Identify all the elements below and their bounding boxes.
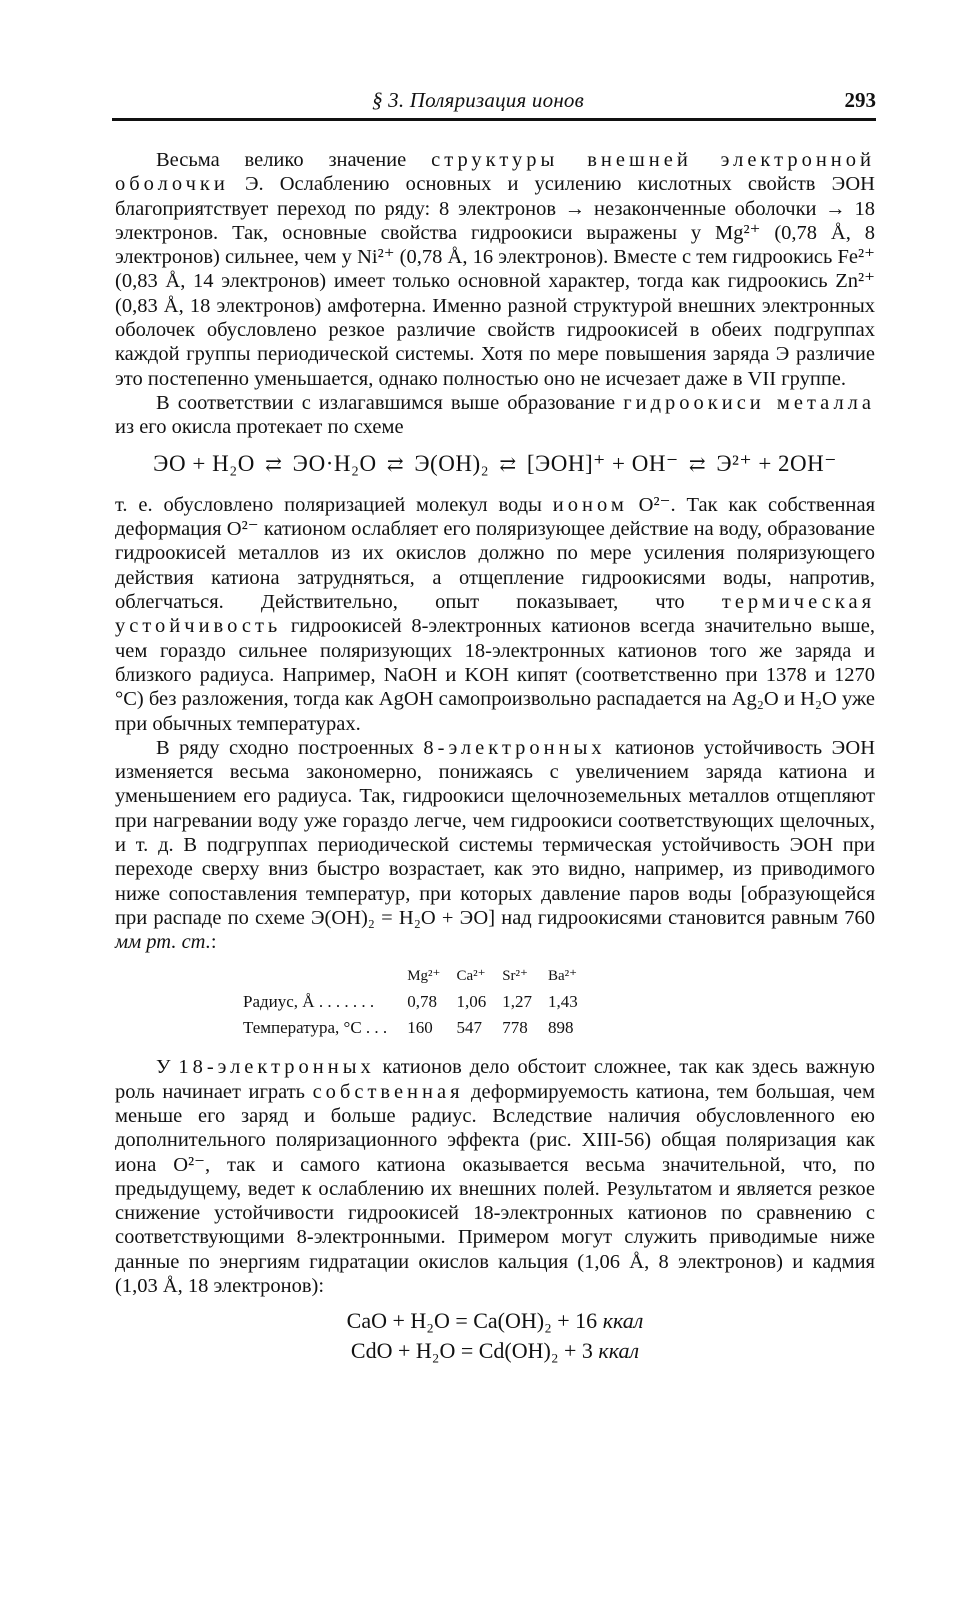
reaction-line: CaO + H₂O = Ca(OH)₂ + 16 ккал bbox=[346, 1308, 644, 1334]
equilibrium-arrow-icon: ⇄ bbox=[386, 453, 405, 476]
table-header-cell: Sr²⁺ bbox=[502, 967, 528, 984]
paragraph-5: У 18-электронных катионов дело обстоит сложнее, так как здесь важную роль начинает играть собственная деформируемость катиона, тем большая, чем меньше его заряд и больше радиус. Вследствие наличия обусловленного ею дополнительного поляризационного эффекта (рис. XIII-56) общая поляризация как иона O²⁻, так и самого катиона оказывается весьма значительной, что, по предыдущему, ведет к ослаблению их внешних полей. Результатом и является резкое снижение устойчивости гидроокисей 18-электронных катионов по сравнению с соответствующими 8-электронными. Примером могут служить приводимые ниже данные по энергиям гидратации окислов кальция (1,06 Å, 8 электронов) и кадмия (1,03 Å, 18 электронов): bbox=[115, 1056, 875, 1298]
page-header bbox=[112, 88, 876, 118]
hydrolysis-scheme: ЭО + H₂O ⇄ ЭО·H₂O ⇄ Э(OH)₂ ⇄ [ЭOH]⁺ + OH⁻ ⇄ Э²⁺ + 2OH⁻ bbox=[153, 450, 837, 476]
paragraph-4: В ряду сходно построенных 8-электронных катионов устойчивость ЭОН изменяется весьма закономерно, понижаясь с увеличением заряда катиона и уменьшением его радиуса. Так, гидроокиси щелочноземельных металлов отщепляют при нагревании воду уже гораздо легче, чем гидроокиси соответствующих щелочных, и т. д. В подгруппах периодической системы термическая устойчивость ЭОН при переходе сверху вниз быстро возрастает, как это видно, например, из приводимого ниже сопоставления температур, при которых давление паров воды [образующейся при распаде по схеме Э(OH)₂ = H₂O + ЭО] над гидроокисями становится равным 760 мм рт. ст.: bbox=[115, 736, 875, 954]
energy-unit: ккал bbox=[598, 1338, 640, 1364]
row-label: Радиус, Å . . . . . . . bbox=[243, 991, 375, 1011]
spaced-emphasis: 18-электронных bbox=[178, 1056, 375, 1079]
table-header-cell: Ca²⁺ bbox=[456, 967, 486, 984]
paragraph-1: Весьма велико значение структуры внешней электронной оболочки Э. Ослаблению основных и усилению кислотных свойств ЭОН благоприятствует переход по ряду: 8 электронов → незаконченные оболочки → 18 электронов. Так, основные свойства гидроокиси выражены у Mg²⁺ (0,78 Å, 8 электронов) сильнее, чем у Ni²⁺ (0,78 Å, 16 электронов). Вместе с тем гидроокись Fe²⁺ (0,83 Å, 14 электронов) имеет только основной характер, тогда как гидроокись Zn²⁺ (0,83 Å, 18 электронов) амфотерна. Именно разной структурой внешних электронных оболочек обусловлено резкое различие свойств гидроокисей в обеих подгруппах каждой группы периодической системы. Хотя по мере повышения заряда Э различие это постепенно уменьшается, однако полностью оно не исчезает даже в VII группе. bbox=[115, 149, 875, 390]
equilibrium-arrow-icon: ⇄ bbox=[688, 453, 707, 476]
running-title: § 3. Поляризация ионов bbox=[372, 88, 584, 112]
spaced-emphasis: термическая устойчивость bbox=[115, 591, 875, 638]
reaction-line: CdO + H₂O = Cd(OH)₂ + 3 ккал bbox=[350, 1338, 640, 1364]
table-cell: 1,06 bbox=[456, 991, 487, 1011]
energy-unit: ккал bbox=[602, 1308, 644, 1334]
table-header-cell: Mg²⁺ bbox=[407, 967, 441, 984]
table-cell: 778 bbox=[502, 1018, 528, 1038]
page-number: 293 bbox=[844, 88, 876, 112]
header-rule bbox=[112, 118, 876, 121]
spaced-emphasis: ионом bbox=[552, 493, 628, 516]
table-cell: 1,27 bbox=[502, 991, 532, 1011]
equilibrium-arrow-icon: ⇄ bbox=[499, 453, 517, 476]
body-text bbox=[115, 148, 875, 1366]
table-row bbox=[235, 1015, 586, 1041]
paragraph-2: В соответствии с излагавшимся выше образование гидроокиси металла из его окисла протекает по схеме bbox=[115, 391, 875, 439]
table-cell: 898 bbox=[547, 1018, 574, 1038]
hydration-reactions bbox=[115, 1306, 875, 1366]
spaced-emphasis: 8-электронных bbox=[423, 736, 606, 759]
table-cell: 547 bbox=[456, 1018, 482, 1038]
table-cell: 0,78 bbox=[407, 991, 437, 1011]
spaced-emphasis: собственная bbox=[312, 1080, 464, 1103]
equilibrium-arrow-icon: ⇄ bbox=[265, 453, 283, 476]
paragraph-3: т. е. обусловлено поляризацией молекул воды ионом O²⁻. Так как собственная деформация O²⁻ катионом ослабляет его поляризующее действие на воду, образование гидроокисей металлов из их окислов должно по мере усиления поляризующего действия катиона затрудняться, а отщепление гидроокисями воды, напротив, облегчаться. Действительно, опыт показывает, что термическая устойчивость гидроокисей 8-электронных катионов всегда значительно выше, чем гораздо сильнее поляризующих 18-электронных катионов того же заряда и близкого радиуса. Например, NaOH и KOH кипят (соответственно при 1378 и 1270 °C) без разложения, тогда как AgOH самопроизвольно распадается на Ag₂O и H₂O уже при обычных температурах. bbox=[115, 493, 875, 735]
table-header-row bbox=[235, 963, 586, 989]
table-header-cell: Ba²⁺ bbox=[547, 967, 578, 984]
table-cell: 1,43 bbox=[547, 991, 578, 1011]
table-row bbox=[235, 989, 586, 1015]
decomposition-table bbox=[235, 963, 586, 1042]
unit-italic: мм рт. ст. bbox=[115, 931, 211, 954]
table-cell: 160 bbox=[407, 1018, 433, 1038]
row-label: Температура, °C . . . bbox=[243, 1018, 388, 1038]
spaced-emphasis: гидроокиси металла bbox=[623, 391, 875, 414]
spaced-emphasis: структуры внешней электронной оболочки bbox=[115, 149, 875, 196]
